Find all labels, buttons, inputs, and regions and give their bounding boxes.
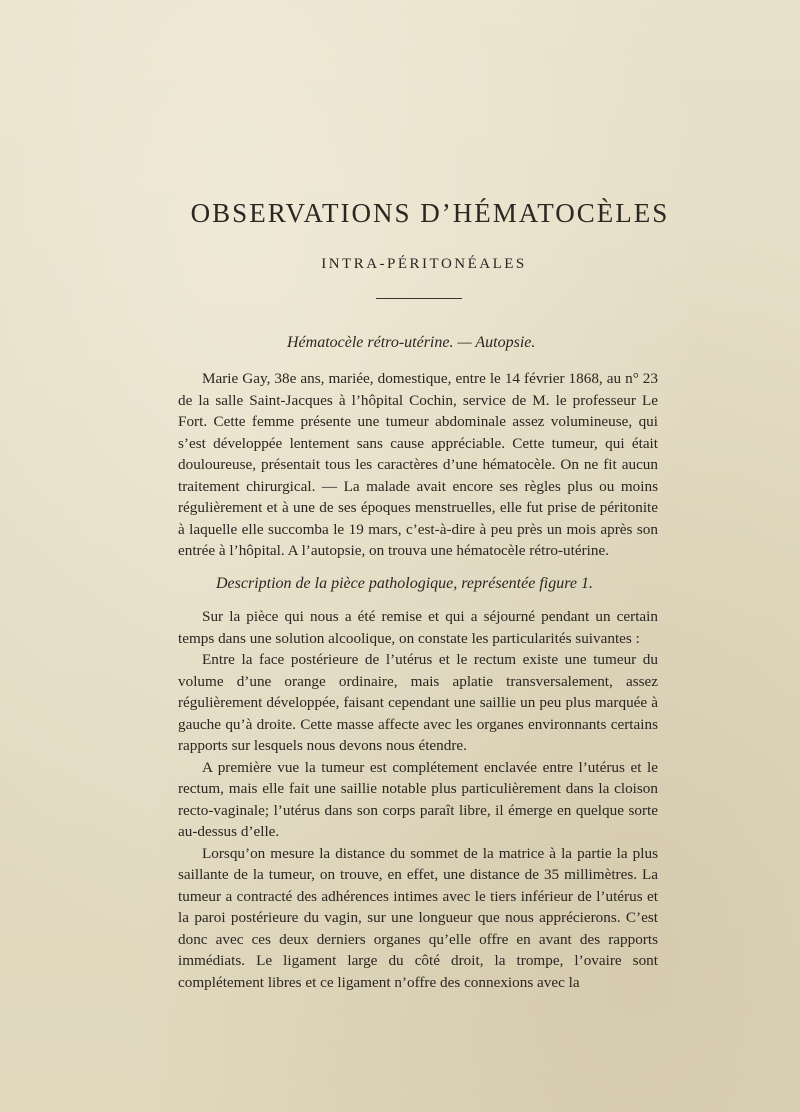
document-title: OBSERVATIONS D’HÉMATOCÈLES: [190, 198, 670, 228]
section-body-autopsie: [178, 368, 658, 562]
paragraph: Sur la pièce qui nous a été remise et qui a séjourné pendant un certain temps dans une solution alcoolique, on constate les particularités suivantes :: [178, 608, 658, 647]
section-body-description: [178, 606, 658, 993]
paragraph: Marie Gay, 38e ans, mariée, domestique, entre le 14 février 1868, au n° 23 de la salle Saint-Jacques à l’hôpital Cochin, service de M. le professeur Le Fort. Cette femme présente une tumeur abdominale assez volumineuse, qui s’est développée lentement sans cause appréciable. Cette tumeur, qui était douloureuse, présentait tous les caractères d’une hématocèle. On ne fit aucun traitement chirurgical. — La malade avait encore ses règles plus ou moins régulièrement et à une de ses époques menstruelles, elle fut prise de péritonite à laquelle elle succomba le 19 mars, c’est-à-dire à peu près un mois après son entrée à l’hôpital. A l’autopsie, on trouva une hématocèle rétro-utérine.: [178, 370, 658, 559]
title-divider-rule: [376, 298, 462, 299]
paragraph: A première vue la tumeur est complétement enclavée entre l’utérus et le rectum, mais elle fait une saillie notable plus particulièrement dans la cloison recto-vaginale; l’utérus dans son corps paraît libre, il émerge en quelque sorte au-dessus d’elle.: [178, 758, 658, 840]
document-subtitle: INTRA-PÉRITONÉALES: [321, 256, 527, 272]
paragraph: Lorsqu’on mesure la distance du sommet de la matrice à la partie la plus saillante de la tumeur, on trouve, en effet, une distance de 35 millimètres. La tumeur a contracté des adhérences intimes avec le tiers inférieur de l’utérus et la paroi postérieure du vagin, sur une longueur que nous apprécierons. C’est donc avec ces deux derniers organes qu’elle offre en avant des rapports immédiats. Le ligament large du côté droit, la trompe, l’ovaire sont complétement libres et ce ligament n’offre des connexions avec la: [178, 844, 658, 991]
paragraph: Entre la face postérieure de l’utérus et le rectum existe une tumeur du volume d’une orange ordinaire, mais aplatie transversalement, assez régulièrement développée, faisant cependant une saillie un peu plus marquée à gauche qu’à droite. Cette masse affecte avec les organes environnants certains rapports sur lesquels nous devons nous étendre.: [178, 651, 658, 754]
section-heading-autopsie: Hématocèle rétro-utérine. — Autopsie.: [287, 334, 536, 351]
section-heading-description: Description de la pièce pathologique, représentée figure 1.: [216, 575, 593, 592]
